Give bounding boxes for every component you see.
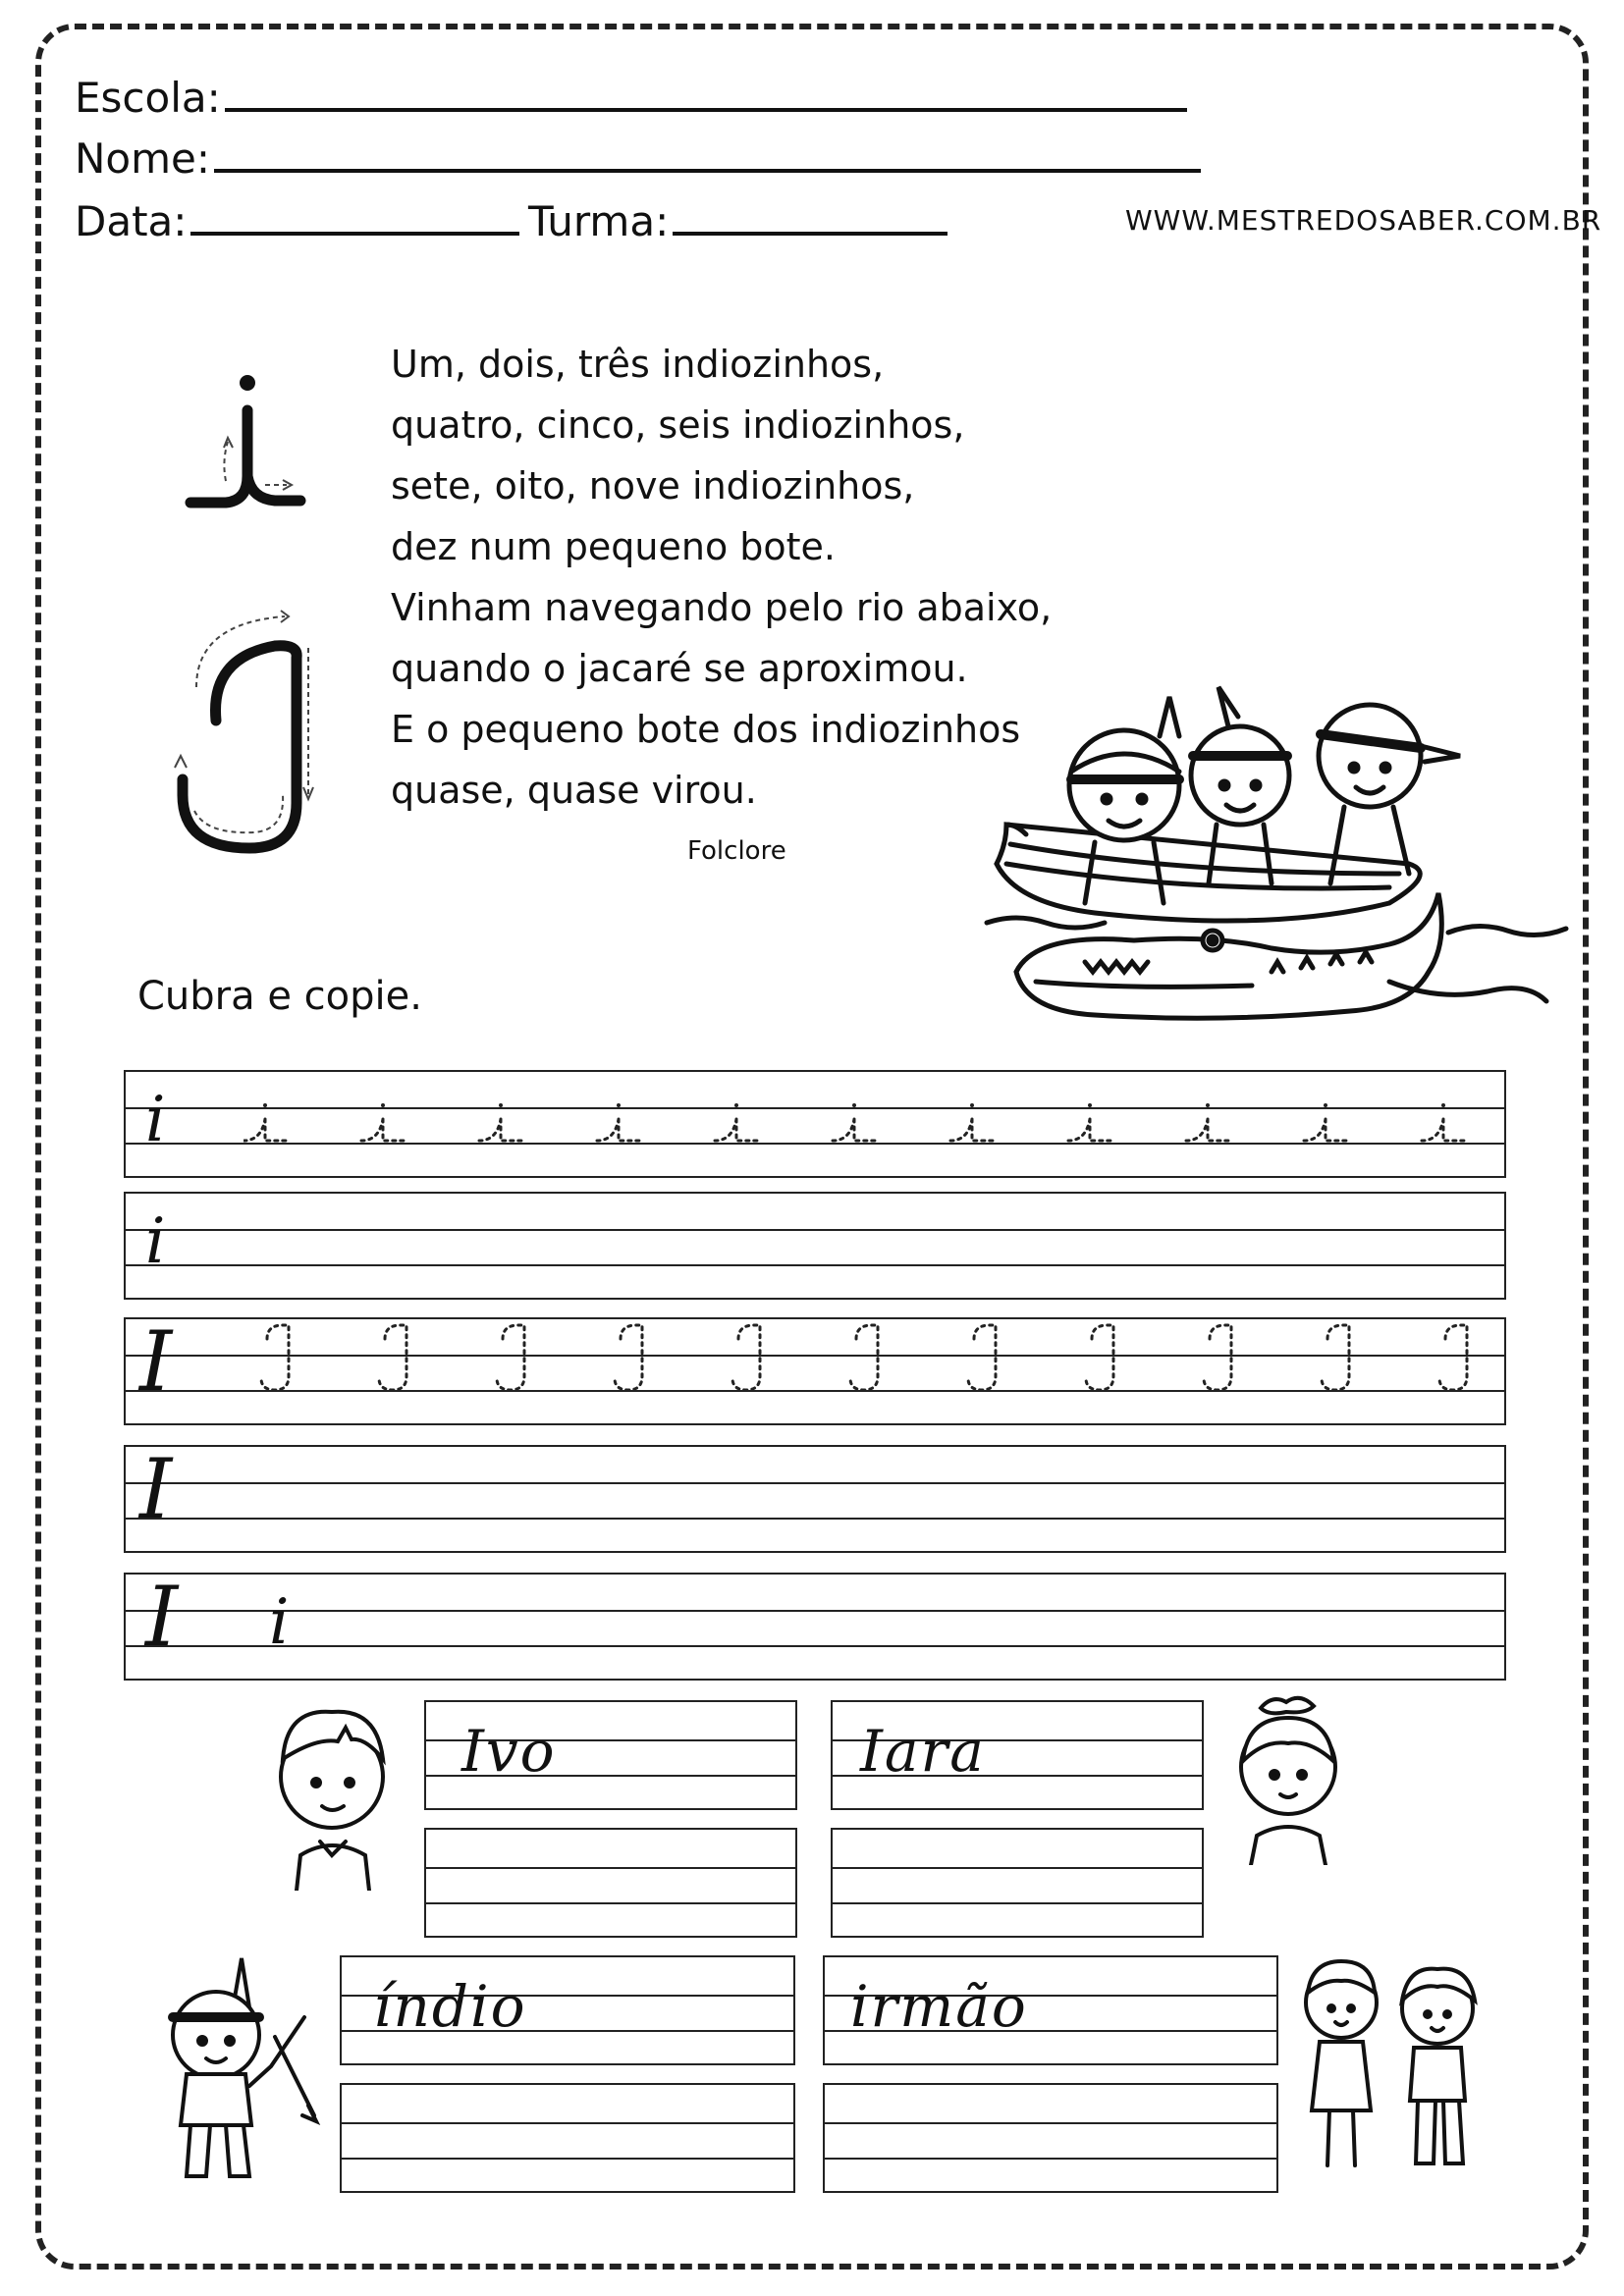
nome-label: Nome: [75, 134, 211, 183]
copy-box-indio[interactable] [340, 2083, 795, 2193]
boy-illustration [267, 1698, 399, 1891]
poem-line: sete, oito, nove indiozinhos, [391, 464, 915, 507]
word-ivo: Ivo [461, 1718, 557, 1785]
poem-line: quase, quase virou. [391, 769, 757, 812]
boat-illustration [977, 677, 1576, 1041]
data-field [75, 196, 519, 245]
website-url: WWW.MESTREDOSABER.COM.BR [1125, 204, 1602, 237]
model-glyph: I [139, 1313, 173, 1410]
indian-child-illustration [147, 1949, 324, 2184]
escola-line[interactable] [225, 73, 1187, 112]
model-glyph: i [145, 1205, 166, 1278]
word-box-indio[interactable] [340, 1955, 795, 2065]
poem-line: quatro, cinco, seis indiozinhos, [391, 403, 965, 447]
word-box-irmao[interactable] [823, 1955, 1278, 2065]
model-glyph: I [139, 1441, 173, 1537]
exercise-instruction: Cubra e copie. [137, 974, 422, 1019]
copy-box-ivo[interactable] [424, 1828, 797, 1938]
escola-label: Escola: [75, 74, 221, 122]
girl-illustration [1227, 1688, 1349, 1865]
practice-row-1[interactable] [124, 1070, 1506, 1178]
practice-row-4[interactable] [124, 1441, 1506, 1553]
nome-field [75, 133, 1201, 183]
escola-field [75, 73, 1187, 122]
nome-line[interactable] [214, 133, 1201, 173]
model-glyph-upper: I [145, 1569, 179, 1665]
copy-box-iara[interactable] [831, 1828, 1204, 1938]
poem-line: dez num pequeno bote. [391, 525, 837, 568]
poem-line: quando o jacaré se aproximou. [391, 647, 968, 690]
dotted-trace-lowercase [244, 1092, 1500, 1150]
model-glyph: i [145, 1084, 166, 1156]
word-indio: índio [373, 1973, 527, 2040]
poem-line: E o pequeno bote dos indiozinhos [391, 708, 1021, 751]
model-glyph-lower: i [269, 1586, 290, 1659]
practice-row-3[interactable] [124, 1313, 1506, 1425]
dotted-trace-uppercase [253, 1321, 1500, 1394]
copy-box-irmao[interactable] [823, 2083, 1278, 2193]
data-line[interactable] [190, 196, 519, 236]
word-box-iara[interactable] [831, 1700, 1204, 1810]
uppercase-i-model [175, 611, 313, 848]
lowercase-i-model [190, 375, 300, 503]
poem-line: Um, dois, três indiozinhos, [391, 343, 885, 386]
word-irmao: irmão [850, 1973, 1028, 2040]
poem-line: Vinham navegando pelo rio abaixo, [391, 586, 1053, 629]
turma-label: Turma: [528, 197, 670, 245]
poem-credit: Folclore [687, 836, 786, 866]
letter-model [167, 363, 324, 854]
data-label: Data: [75, 197, 188, 245]
turma-field [528, 196, 947, 245]
word-iara: Iara [860, 1718, 986, 1785]
siblings-illustration [1296, 1953, 1489, 2175]
turma-line[interactable] [673, 196, 947, 236]
practice-row-2[interactable] [124, 1192, 1506, 1300]
word-box-ivo[interactable] [424, 1700, 797, 1810]
poem [391, 334, 1052, 821]
practice-row-5[interactable] [124, 1569, 1506, 1681]
